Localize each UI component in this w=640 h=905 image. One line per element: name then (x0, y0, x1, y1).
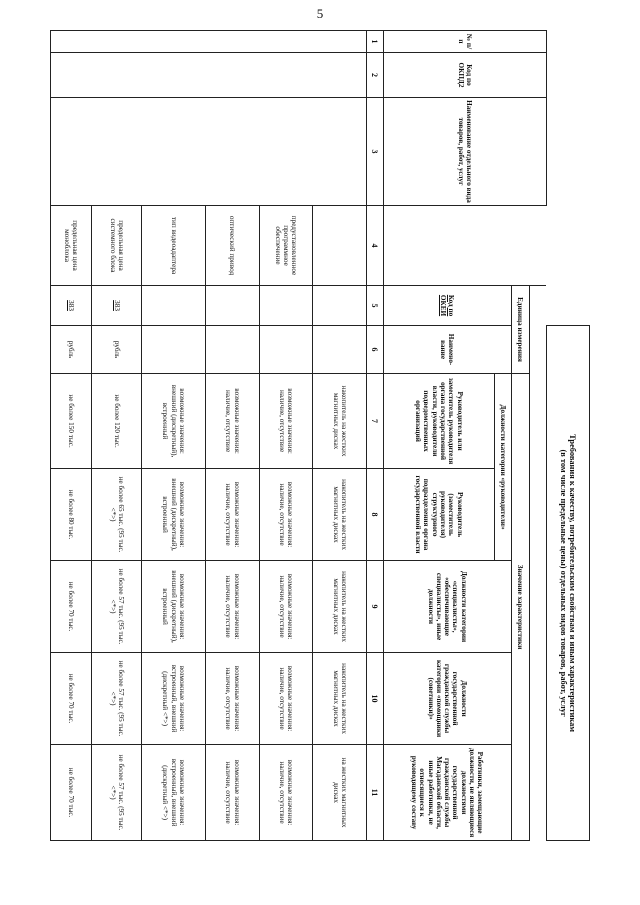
cell-okei (205, 286, 259, 326)
cell-v11: возможные значения: наличие, отсутствие (205, 745, 259, 841)
col-number-8: 8 (367, 469, 384, 561)
header-spacer (383, 206, 546, 286)
header-col8: Руководитель (заместитель руководителя) структурного подразделения органа государственной власти (383, 469, 495, 561)
cell-v10: возможные значения: встроенный, внешний (дискретный <*>) (141, 653, 205, 745)
col-number-11: 11 (367, 745, 384, 841)
cell-v7: возможные значения: наличие, отсутствие (205, 374, 259, 469)
cell-char: оптический привод (205, 206, 259, 286)
col-number-2: 2 (367, 53, 384, 98)
header-product-name: Наименование отдельного вида товаров, работ, услуг (383, 98, 546, 206)
cell-v9: возможные значения: наличие, отсутствие (259, 561, 313, 653)
cell-v10: не более 70 тыс. (51, 653, 92, 745)
cell-v7: не более 150 тыс. (51, 374, 92, 469)
cell-v10: накопитель на жестких магнитных дисках (313, 653, 367, 745)
table-row (313, 31, 367, 841)
cell-v10: возможные значения: наличие, отсутствие (259, 653, 313, 745)
cell-okei (141, 286, 205, 326)
cell-unit (313, 326, 367, 374)
cell-v7: не более 120 тыс. (92, 374, 142, 469)
cell-v11: на жестких магнитных дисках (313, 745, 367, 841)
title-line-1: Требования к качеству, потребительским свойствам и иным характеристикам (568, 434, 578, 733)
col-number-9: 9 (367, 561, 384, 653)
page-number: 5 (316, 6, 324, 21)
cell-v9: возможные значения: внешний (дискретный), встроенный (141, 561, 205, 653)
col-number-5: 5 (367, 286, 384, 326)
col-number-7: 7 (367, 374, 384, 469)
cell-v11: не более 57 тыс. (95 тыс. <*>) (92, 745, 142, 841)
header-values-group: Значение характеристики (511, 374, 530, 841)
cell-okei: 383 (51, 286, 92, 326)
col-number-1: 1 (367, 31, 384, 53)
header-okpd: Код по ОКПД2 (383, 53, 546, 98)
cell-v8: возможные значения: внешний (дискретный), встроенный (141, 469, 205, 561)
cell-okei: 383 (92, 286, 142, 326)
cell-v11: не более 70 тыс. (51, 745, 92, 841)
cell-v9: не более 57 тыс. (95 тыс. <*>) (92, 561, 142, 653)
cell-product-name (51, 98, 367, 206)
cell-unit: рубль (51, 326, 92, 374)
cell-v10: не более 57 тыс. (95 тыс. <*>) (92, 653, 142, 745)
cell-v9: возможные значения: наличие, отсутствие (205, 561, 259, 653)
requirements-table (50, 30, 590, 841)
header-leaders-group: Должности категории «руководители» (495, 374, 512, 561)
header-unit-group: Единица измерения (511, 286, 530, 374)
cell-v8: возможные значения: наличие, отсутствие (205, 469, 259, 561)
cell-v11: возможные значения: встроенный, внешний (дискретный <*>) (141, 745, 205, 841)
cell-char: тип видеоадаптера (141, 206, 205, 286)
cell-v8: не более 80 тыс. (51, 469, 92, 561)
cell-okei (259, 286, 313, 326)
cell-okei (313, 286, 367, 326)
cell-v9: не более 70 тыс. (51, 561, 92, 653)
header-spacer-top (530, 286, 547, 841)
title-row (546, 31, 589, 841)
table-title (546, 326, 589, 841)
col-number-10: 10 (367, 653, 384, 745)
header-col10: Должности государственной гражданской службы категории «помощники (советники)» (383, 653, 511, 745)
cell-char: предельная цена моноблока (51, 206, 92, 286)
title-line-2: (в том числе предельные цены) отдельных видов товаров, работ, услуг (558, 449, 568, 717)
cell-v11: возможные значения: наличие, отсутствие (259, 745, 313, 841)
header-col9: Должности категории «специалисты», «обеспечивающие специалисты», иные должности (383, 561, 511, 653)
header-okei: Код по ОКЕИ (383, 286, 511, 326)
cell-v10: возможные значения: наличие, отсутствие (205, 653, 259, 745)
header-num: № п/п (383, 31, 546, 53)
cell-char: предельная цена системного блока (92, 206, 142, 286)
cell-v7: возможные значения: наличие, отсутствие (259, 374, 313, 469)
cell-v7: возможные значения: внешний (дискретный), встроенный (141, 374, 205, 469)
cell-num (51, 31, 367, 53)
cell-v8: возможные значения: наличие, отсутствие (259, 469, 313, 561)
col-number-3: 3 (367, 98, 384, 206)
header-col7: Руководитель или заместитель руководителя органа государственной власти, руководители подведомственных организаций (383, 374, 495, 469)
cell-v8: накопитель на жестких магнитных дисках (313, 469, 367, 561)
rotated-requirements-table (50, 30, 590, 840)
col-number-4: 4 (367, 206, 384, 286)
cell-v8: не более 65 тыс. (95 тыс. <*>) (92, 469, 142, 561)
header-row-1 (530, 31, 547, 841)
cell-unit (259, 326, 313, 374)
col-number-6: 6 (367, 326, 384, 374)
cell-unit (205, 326, 259, 374)
cell-okpd (51, 53, 367, 98)
header-col11: Работники, замещающие должности, не являющиеся должностями государственной гражданской службы Магаданской области, иные работники, не относящиеся к руководящему составу (383, 745, 511, 841)
cell-char: предустановленное программное обеспечение (259, 206, 313, 286)
cell-unit: рубль (92, 326, 142, 374)
cell-v7: накопитель на жестких магнитных дисках (313, 374, 367, 469)
column-numbers-row (367, 31, 384, 841)
cell-v9: накопитель на жестких магнитных дисках (313, 561, 367, 653)
cell-char (313, 206, 367, 286)
header-unit-name: Наимено-вание (383, 326, 511, 374)
cell-unit (141, 326, 205, 374)
